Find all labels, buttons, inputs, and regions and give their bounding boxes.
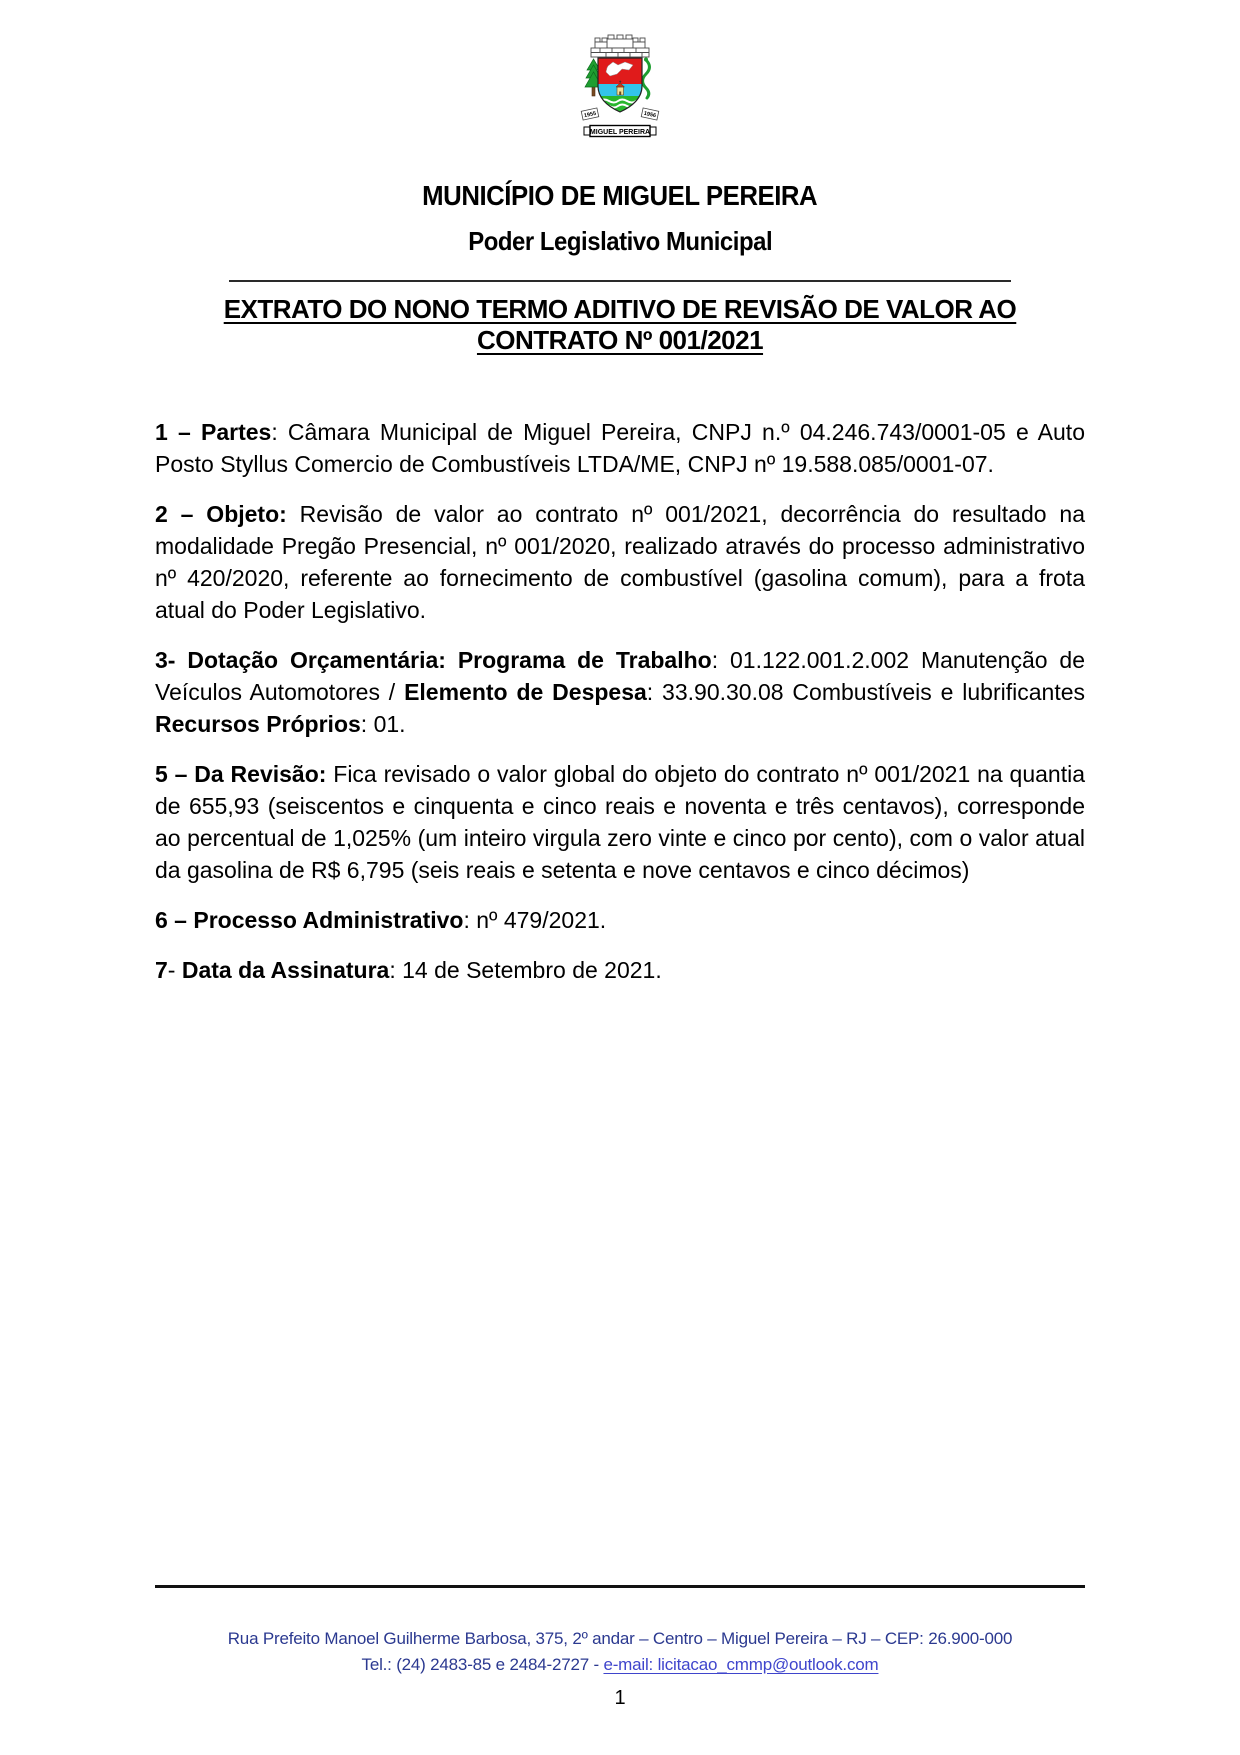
mural-crown-icon: [591, 35, 649, 57]
footer-phone-text: Tel.: (24) 2483-85 e 2484-2727 -: [361, 1655, 604, 1674]
header-divider-line: [229, 280, 1011, 282]
heading-line-2: CONTRATO Nº 001/2021: [476, 325, 764, 355]
name-banner: [584, 126, 656, 137]
paragraph-text: : 14 de Setembro de 2021.: [389, 957, 662, 983]
paragraph-label: Data da Assinatura: [181, 957, 390, 983]
paragraph-text: : nº 479/2021.: [463, 907, 607, 933]
scroll-1955: [581, 108, 599, 120]
document-title: MUNICÍPIO DE MIGUEL PEREIRA: [422, 180, 818, 211]
paragraph-label: 2 – Objeto:: [155, 501, 287, 527]
paragraph-text: -: [167, 957, 182, 983]
svg-text:MIGUEL PEREIRA: MIGUEL PEREIRA: [589, 128, 651, 136]
paragraph-label: Elemento de Despesa: [404, 679, 647, 705]
paragraph-label: Recursos Próprios: [155, 711, 361, 737]
paragraph-text: : 33.90.30.08 Combustíveis e lubrificantes: [646, 679, 1086, 705]
paragraph-label: 3- Dotação Orçamentária: Programa de Trabalho: [155, 647, 712, 673]
footer-email-link[interactable]: e-mail: licitacao_cmmp@outlook.com: [603, 1655, 879, 1674]
paragraph-text: : Câmara Municipal de Miguel Pereira, CNPJ n.º 04.246.743/0001-05 e Auto Posto Styllus Comercio de Combustíveis LTDA/ME, CNPJ nº 19.588.085/0001-07.: [155, 419, 1085, 477]
scroll-1956: [641, 108, 659, 120]
document-heading: [155, 294, 1085, 356]
page-footer: [155, 1585, 1085, 1710]
paragraph-text: : 01.122.001.2.002 Manutenção de Veículos Automotores /: [155, 647, 1086, 705]
paragraph: [155, 644, 1085, 740]
svg-text:1955: 1955: [583, 110, 597, 120]
footer-divider-line: [155, 1585, 1085, 1588]
coat-of-arms: [155, 32, 1085, 140]
paragraph-text: Revisão de valor ao contrato nº 001/2021, decorrência do resultado na modalidade Pregão Presencial, nº 001/2020, realizado através do processo administrativo nº 420/2020, referente ao fornecimento de combustível (gasolina comum), para a frota atual do Poder Legislativo.: [155, 501, 1086, 623]
paragraph: [155, 416, 1085, 480]
shield: [598, 58, 645, 114]
svg-text:1956: 1956: [643, 110, 657, 120]
coat-of-arms-icon: [562, 32, 678, 138]
paragraph-label: 1 – Partes: [155, 419, 272, 445]
footer-address: Rua Prefeito Manoel Guilherme Barbosa, 375, 2º andar – Centro – Miguel Pereira – RJ – CEP: 26.900-000: [227, 1629, 1013, 1648]
document-subtitle: Poder Legislativo Municipal: [468, 226, 772, 256]
paragraph-label: 7: [155, 957, 168, 983]
heading-line-1: EXTRATO DO NONO TERMO ADITIVO DE REVISÃO DE VALOR AO: [223, 294, 1017, 324]
paragraph: [155, 904, 1085, 936]
paragraph-label: 6 – Processo Administrativo: [155, 907, 464, 933]
document-body: [155, 416, 1085, 986]
page-number: 1: [614, 1687, 626, 1709]
paragraph: [155, 498, 1085, 626]
paragraph-text: : 01.: [360, 711, 406, 737]
paragraph: [155, 954, 1085, 986]
footer-phone-line: [155, 1652, 1085, 1678]
paragraph-text: Fica revisado o valor global do objeto do contrato nº 001/2021 na quantia de 655,93 (seiscentos e cinquenta e cinco reais e noventa e três centavos), corresponde ao percentual de 1,025% (um inteiro virgula zero vinte e cinco por cento), com o valor atual da gasolina de R$ 6,795 (seis reais e setenta e nove centavos e cinco décimos): [155, 761, 1086, 883]
paragraph-label: 5 – Da Revisão:: [155, 761, 327, 787]
snake-ornament: [643, 58, 650, 99]
paragraph: [155, 758, 1085, 886]
